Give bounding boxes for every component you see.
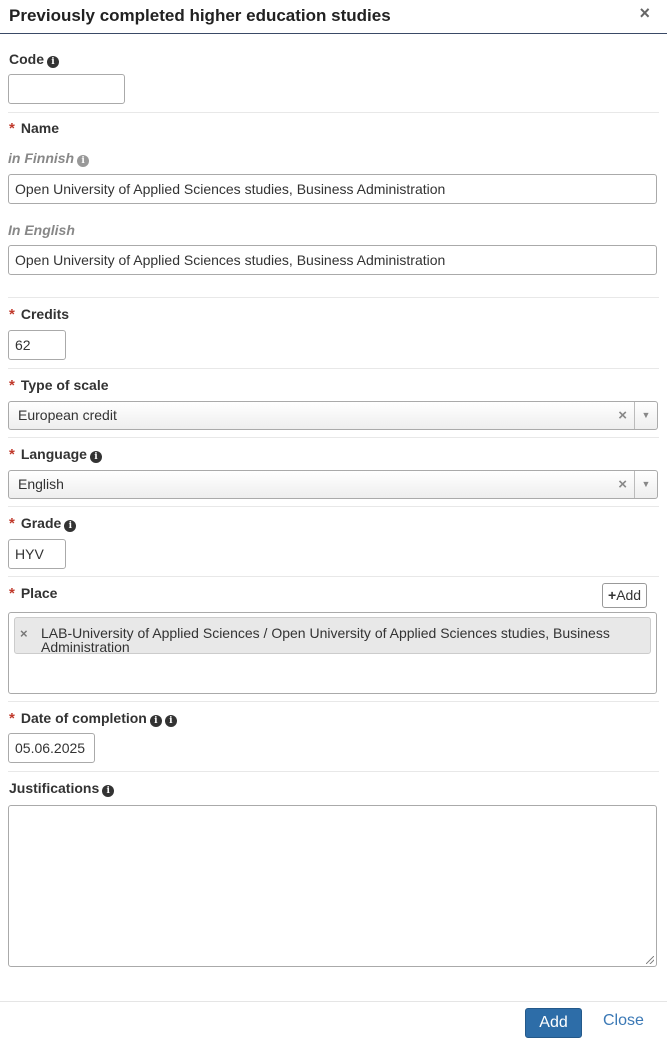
type-of-scale-label-row [9, 377, 109, 394]
credits-label-row [9, 306, 69, 323]
plus-icon: + [608, 587, 617, 603]
divider [8, 437, 659, 438]
close-icon[interactable]: × [639, 3, 650, 23]
language-label-row [9, 446, 102, 463]
required-marker: * [9, 306, 15, 323]
grade-label-row [9, 515, 76, 532]
add-place-button[interactable] [602, 583, 647, 608]
add-place-label: Add [616, 587, 642, 603]
chevron-down-icon[interactable]: ▼ [634, 402, 657, 429]
language-label: Language [20, 446, 87, 462]
language-select[interactable] [8, 470, 658, 499]
footer-divider [0, 1001, 667, 1002]
type-of-scale-value: European credit [18, 407, 117, 423]
code-label: Code [9, 51, 44, 67]
add-button[interactable]: Add [525, 1008, 582, 1038]
place-multiselect[interactable] [8, 612, 657, 694]
info-icon[interactable]: i [165, 715, 177, 727]
info-icon[interactable]: i [47, 56, 59, 68]
finnish-label-row [8, 150, 89, 167]
name-label: Name [20, 120, 59, 136]
name-label-row [9, 120, 59, 137]
date-of-completion-input[interactable]: 05.06.2025 [8, 733, 95, 763]
divider [8, 576, 659, 577]
type-of-scale-label: Type of scale [20, 377, 109, 393]
justifications-textarea[interactable] [8, 805, 657, 967]
divider [8, 368, 659, 369]
dialog-header [0, 0, 667, 34]
info-icon[interactable]: i [102, 785, 114, 797]
date-label-row [9, 710, 177, 727]
place-tag-label: LAB-University of Applied Sciences / Open University of Applied Sciences studies, Business Administration [41, 625, 610, 655]
info-icon[interactable]: i [64, 520, 76, 532]
justifications-label-row [9, 780, 114, 797]
language-value: English [18, 476, 64, 492]
english-label: In English [8, 222, 75, 238]
divider [8, 701, 659, 702]
required-marker: * [9, 120, 15, 137]
place-label-row [9, 585, 57, 602]
grade-input[interactable]: HYV [8, 539, 66, 569]
close-button[interactable]: Close [603, 1012, 644, 1029]
required-marker: * [9, 585, 15, 602]
credits-input[interactable]: 62 [8, 330, 66, 360]
info-icon[interactable]: i [77, 155, 89, 167]
name-english-input[interactable]: Open University of Applied Sciences studies, Business Administration [8, 245, 657, 275]
required-marker: * [9, 710, 15, 727]
finnish-label: in Finnish [8, 150, 75, 166]
divider [8, 297, 659, 298]
info-icon[interactable]: i [90, 451, 102, 463]
code-input[interactable] [8, 74, 125, 104]
info-icon[interactable]: i [150, 715, 162, 727]
required-marker: * [9, 446, 15, 463]
place-label: Place [20, 585, 58, 601]
place-tag [14, 617, 651, 654]
divider [8, 506, 659, 507]
credits-label: Credits [20, 306, 70, 322]
remove-tag-icon[interactable]: × [20, 626, 28, 641]
required-marker: * [9, 377, 15, 394]
grade-label: Grade [20, 515, 62, 531]
date-of-completion-label: Date of completion [20, 710, 147, 726]
dialog-title: Previously completed higher education studies [9, 6, 391, 25]
divider [8, 771, 659, 772]
type-of-scale-select[interactable] [8, 401, 658, 430]
clear-icon[interactable]: × [618, 476, 627, 493]
chevron-down-icon[interactable]: ▼ [634, 471, 657, 498]
clear-icon[interactable]: × [618, 407, 627, 424]
required-marker: * [9, 515, 15, 532]
name-finnish-input[interactable]: Open University of Applied Sciences studies, Business Administration [8, 174, 657, 204]
justifications-label: Justifications [9, 780, 100, 796]
divider [8, 112, 659, 113]
resize-handle-icon[interactable] [646, 956, 654, 964]
code-label-row [9, 51, 59, 68]
